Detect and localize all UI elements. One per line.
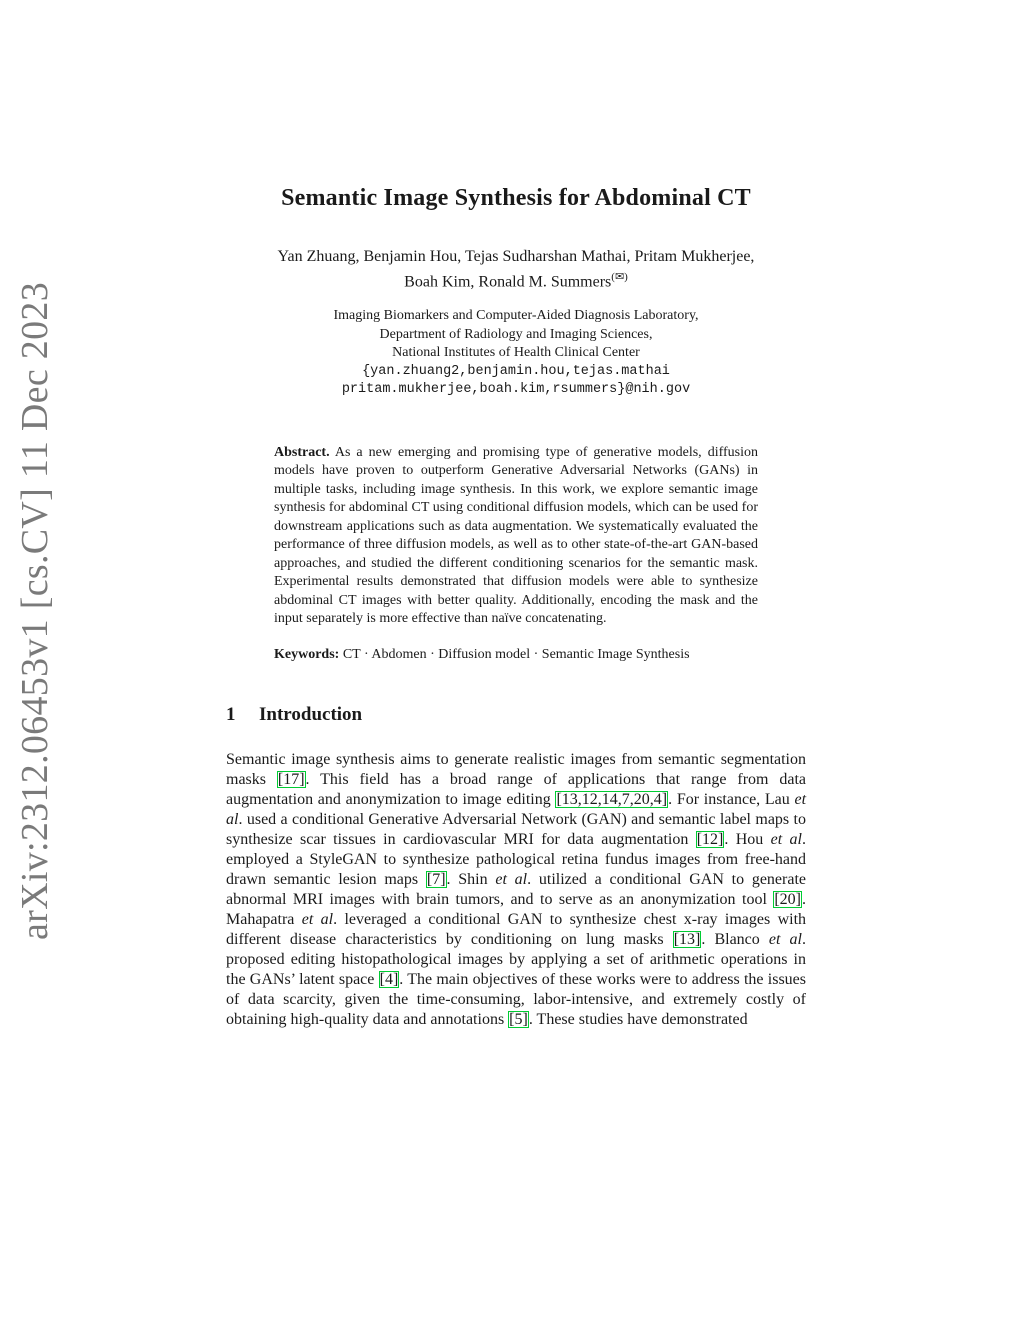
abstract-text: As a new emerging and promising type of generative models, diffusion models have proven to outperform Generative Adversarial Networks (GANs) in multiple tasks, including image synthesis. In this work, we explore semantic image synthesis for abdominal CT using conditional diffusion models, which can be used for downstream applications such as data augmentation. We systematically evaluated the performance of three diffusion models, as well as to other state-of-the-art GAN-based approaches, and studied the different conditioning scenarios for the semantic mask. Experimental results demonstrated that diffusion models were able to synthesize abdominal CT images with better quality. Additionally, encoding the mask and the input separately is more effective than naïve concatenating. (274, 444, 758, 627)
email-line-1: {yan.zhuang2,benjamin.hou,tejas.mathai (362, 363, 670, 379)
intro-text: . This field has a broad range of applications that range from data augmentation and anonymization to image editing (226, 771, 807, 809)
citation-link[interactable]: [20] (774, 891, 801, 909)
et-al: et al (768, 931, 802, 949)
authors-line-2 (226, 267, 806, 292)
abstract (274, 444, 758, 665)
author-list (226, 246, 806, 292)
citation-link[interactable]: [13] (673, 931, 701, 949)
affiliation-line-1: Imaging Biomarkers and Computer-Aided Diagnosis Laboratory, (333, 308, 699, 324)
affiliation (226, 307, 806, 400)
citation-link[interactable]: [17] (277, 771, 305, 789)
intro-text: . Mahapatra (226, 891, 806, 929)
intro-text: . Shin (446, 871, 496, 889)
affiliation-line-2: Department of Radiology and Imaging Sciences, (379, 326, 653, 342)
affiliation-line-3: National Institutes of Health Clinical Center (392, 345, 640, 361)
section-heading-introduction (226, 704, 806, 726)
arxiv-identifier-stamp: arXiv:2312.06453v1 [cs.CV] 11 Dec 2023 (14, 282, 56, 940)
keywords-text: CT · Abdomen · Diffusion model · Semantic Image Synthesis (342, 646, 690, 662)
citation-link[interactable]: [7] (426, 871, 446, 889)
intro-text: . Hou (724, 831, 771, 849)
paper-title: Semantic Image Synthesis for Abdominal CT (281, 185, 751, 211)
intro-text: . utilized a conditional GAN to generate abnormal MRI images with brain tumors, and to serve as an anonymization tool (226, 871, 807, 909)
intro-text: . The main objectives of these works were to address the issues of data scarcity, given the time-consuming, labor-intensive, and extremely costly of obtaining high-quality data and annotations (226, 971, 806, 1029)
authors-line-1: Yan Zhuang, Benjamin Hou, Tejas Sudharshan Mathai, Pritam Mukherjee, (277, 248, 755, 265)
abstract-label: Abstract. (274, 444, 330, 460)
authors-line-2-text: Boah Kim, Ronald M. Summers (404, 273, 612, 291)
envelope-icon: (✉) (611, 271, 628, 283)
intro-text: . used a conditional Generative Adversarial Network (GAN) and semantic label maps to synthesize scar tissues in cardiovascular MRI for data augmentation (226, 811, 806, 849)
section-number: 1 (226, 704, 236, 726)
section-title: Introduction (259, 704, 363, 726)
intro-text: Semantic image synthesis aims to generate realistic images from semantic segmentation masks (226, 751, 806, 789)
et-al: et al (301, 911, 334, 929)
intro-text: . These studies have demonstrated (528, 1011, 748, 1029)
et-al: et al (495, 871, 528, 889)
citation-link[interactable]: [13,12,14,7,20,4] (556, 791, 668, 809)
keywords-label: Keywords: (274, 646, 340, 662)
introduction-paragraph (226, 750, 806, 1030)
intro-text: . employed a StyleGAN to synthesize pathological retina fundus images from free-hand drawn semantic lesion maps (226, 831, 806, 889)
intro-text: . leveraged a conditional GAN to synthesize chest x-ray images with different disease characteristics by conditioning on lung masks (226, 911, 807, 949)
abstract-paragraph (274, 444, 758, 629)
keywords (274, 646, 758, 665)
intro-text: . Blanco (701, 931, 769, 949)
intro-text: . proposed editing histopathological images by applying a set of arithmetic operations in the GANs’ latent space (226, 931, 806, 989)
et-al: et al (226, 791, 807, 829)
intro-text: . For instance, Lau (668, 791, 795, 809)
citation-link[interactable]: [4] (379, 971, 399, 989)
paper-page (226, 185, 806, 1046)
citation-link[interactable]: [5] (509, 1011, 528, 1029)
email-line-2: pritam.mukherjee,boah.kim,rsummers}@nih.gov (341, 382, 691, 398)
citation-link[interactable]: [12] (696, 831, 724, 849)
et-al: et al (770, 831, 802, 849)
